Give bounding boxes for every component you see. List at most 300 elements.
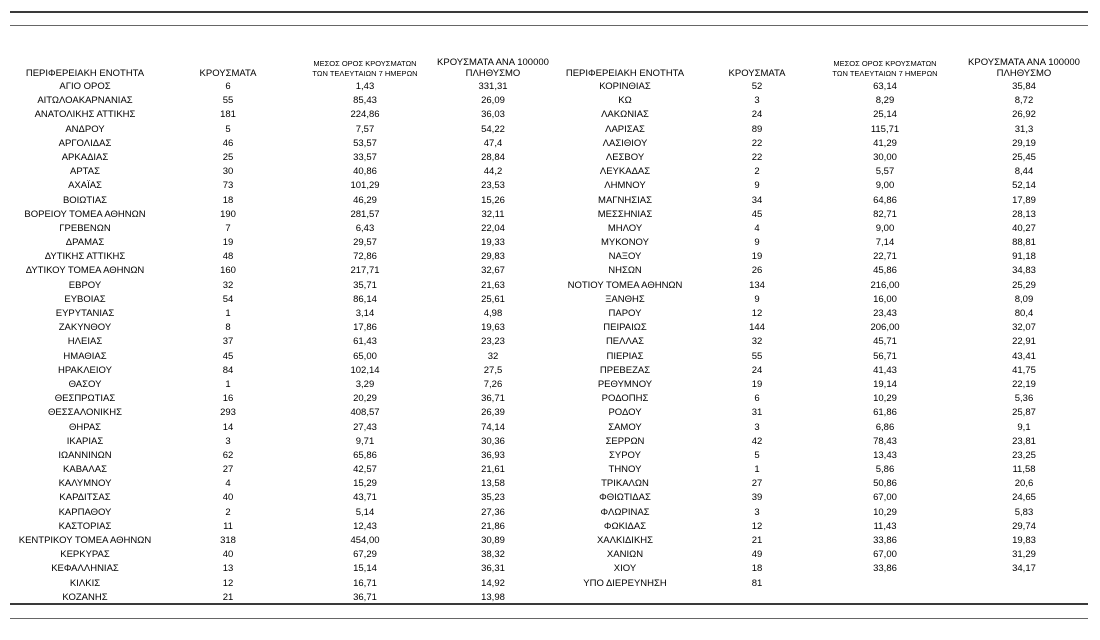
seven-day-average: 29,57 (353, 237, 377, 249)
table-body (10, 80, 555, 605)
table-row (565, 194, 1088, 208)
header-avg-line1: ΜΕΣΟΣ ΟΡΟΣ ΚΡΟΥΣΜΑΤΩΝ (833, 59, 937, 68)
cases-per-100k: 32 (487, 350, 499, 362)
cases-count: 32 (751, 336, 763, 348)
cases-count: 45 (751, 208, 763, 220)
seven-day-average: 45,71 (873, 336, 897, 348)
cases-count: 9 (754, 237, 760, 249)
seven-day-average: 56,71 (873, 350, 897, 362)
table-row (565, 94, 1088, 108)
cases-count: 12 (222, 577, 234, 589)
table-row (565, 137, 1088, 151)
table-row (565, 534, 1088, 548)
cases-count: 7 (225, 222, 231, 234)
seven-day-average: 7,14 (875, 237, 895, 249)
cases-count: 1 (754, 464, 760, 476)
header-per-line1: ΚΡΟΥΣΜΑΤΑ ΑΝΑ 100000 (437, 57, 549, 68)
table-row (565, 548, 1088, 562)
region-name: ΛΕΥΚΑΔΑΣ (599, 166, 651, 178)
region-name: ΚΑΛΥΜΝΟΥ (58, 478, 112, 490)
cases-per-100k: 19,83 (1012, 535, 1036, 546)
table-header (10, 50, 555, 80)
table-row (565, 520, 1088, 534)
cases-count: 46 (222, 137, 234, 149)
cases-count: 1 (225, 378, 231, 390)
cases-count: 37 (222, 336, 234, 348)
region-name: ΜΕΣΣΗΝΙΑΣ (597, 208, 653, 220)
table-row (565, 165, 1088, 179)
cases-per-100k: 22,04 (481, 222, 505, 234)
cases-count: 45 (222, 350, 234, 362)
cases-per-100k: 13,98 (481, 591, 505, 603)
cases-per-100k: 36,93 (481, 449, 505, 461)
cases-count: 22 (751, 137, 763, 149)
cases-count: 12 (751, 520, 763, 532)
seven-day-average: 61,86 (873, 407, 897, 419)
header-per-line2: ΠΛΗΘΥΣΜΟ (465, 68, 521, 79)
cases-count: 11 (223, 520, 233, 532)
cases-per-100k: 38,32 (481, 549, 505, 561)
cases-count: 81 (751, 577, 763, 589)
seven-day-average: 40,86 (353, 166, 377, 178)
seven-day-average: 8,29 (875, 95, 895, 107)
table-row (565, 151, 1088, 165)
cases-count: 134 (749, 279, 765, 291)
region-name: ΚΑΡΔΙΤΣΑΣ (59, 492, 111, 504)
seven-day-average: 72,86 (353, 251, 377, 263)
region-name: ΣΕΡΡΩΝ (605, 435, 645, 447)
header-per-line2: ΠΛΗΘΥΣΜΟ (996, 68, 1052, 79)
table-row (10, 321, 555, 335)
seven-day-average: 23,43 (873, 308, 897, 319)
seven-day-average: 224,86 (350, 109, 380, 121)
header-7day-average (300, 59, 430, 79)
cases-count: 5 (225, 123, 231, 135)
region-name: ΣΑΜΟΥ (608, 421, 642, 433)
region-name: ΖΑΚΥΝΘΟΥ (58, 322, 112, 334)
table-row (10, 151, 555, 165)
table-row (10, 94, 555, 108)
cases-per-100k: 30,36 (481, 435, 505, 447)
cases-per-100k: 44,2 (483, 166, 503, 178)
cases-count: 2 (225, 506, 231, 518)
cases-count: 5 (754, 449, 760, 461)
seven-day-average: 53,57 (353, 137, 377, 149)
table-row (10, 378, 555, 392)
region-name: ΚΑΣΤΟΡΙΑΣ (58, 520, 112, 532)
seven-day-average: 5,86 (875, 464, 895, 476)
cases-count: 181 (220, 109, 236, 121)
region-name: ΚΟΖΑΝΗΣ (62, 591, 108, 603)
table-row (565, 577, 1088, 591)
table-header (565, 50, 1088, 80)
seven-day-average: 5,14 (355, 506, 375, 518)
table-row (10, 264, 555, 278)
table-row (10, 108, 555, 122)
region-name: ΕΒΡΟΥ (68, 279, 102, 291)
seven-day-average: 82,71 (873, 208, 897, 220)
cases-table-left (10, 50, 555, 605)
region-name: ΚΙΛΚΙΣ (69, 577, 101, 589)
region-name: ΒΟΡΕΙΟΥ ΤΟΜΕΑ ΑΘΗΝΩΝ (24, 208, 146, 220)
region-name: ΑΧΑΪΑΣ (68, 180, 102, 192)
top-rule (10, 11, 1088, 13)
cases-per-100k: 8,09 (1014, 293, 1034, 305)
seven-day-average: 15,14 (353, 563, 377, 575)
table-row (10, 307, 555, 321)
cases-per-100k: 32,67 (481, 265, 505, 277)
table-row (10, 80, 555, 94)
cases-per-100k: 27,36 (481, 506, 505, 518)
region-name: ΒΟΙΩΤΙΑΣ (62, 194, 108, 206)
table-row (565, 435, 1088, 449)
seven-day-average: 12,43 (353, 520, 377, 532)
region-name: ΑΝΑΤΟΛΙΚΗΣ ΑΤΤΙΚΗΣ (34, 109, 136, 121)
cases-per-100k: 29,83 (481, 251, 505, 263)
cases-count: 293 (220, 407, 236, 419)
cases-per-100k: 43,41 (1012, 350, 1036, 362)
cases-count: 144 (749, 322, 765, 334)
cases-count: 14 (222, 421, 234, 433)
region-name: ΧΙΟΥ (613, 563, 637, 575)
region-name: ΡΟΔΟΥ (608, 407, 642, 419)
table-row (10, 520, 555, 534)
region-name: ΝΟΤΙΟΥ ΤΟΜΕΑ ΑΘΗΝΩΝ (567, 279, 683, 291)
header-avg-line2: ΤΩΝ ΤΕΛΕΥΤΑΙΩΝ 7 ΗΜΕΡΩΝ (312, 69, 418, 78)
region-name: ΛΗΜΝΟΥ (604, 180, 646, 192)
header-per-line1: ΚΡΟΥΣΜΑΤΑ ΑΝΑ 100000 (968, 57, 1080, 68)
cases-count: 62 (222, 449, 234, 461)
bottom-rule (10, 603, 1088, 605)
seven-day-average: 454,00 (350, 535, 380, 546)
region-name: ΑΓΙΟ ΟΡΟΣ (59, 81, 111, 92)
cases-per-100k: 30,89 (481, 535, 505, 546)
seven-day-average: 7,57 (355, 123, 375, 135)
cases-per-100k: 8,44 (1014, 166, 1034, 178)
region-name: ΕΥΡΥΤΑΝΙΑΣ (55, 308, 115, 319)
cases-count: 34 (751, 194, 763, 206)
cases-count: 24 (751, 109, 763, 121)
seven-day-average: 67,00 (873, 549, 897, 561)
region-name: ΤΗΝΟΥ (608, 464, 642, 476)
cases-count: 190 (220, 208, 236, 220)
cases-count: 3 (754, 506, 760, 518)
region-name: ΘΕΣΣΑΛΟΝΙΚΗΣ (48, 407, 122, 419)
cases-per-100k: 23,53 (481, 180, 505, 192)
cases-per-100k: 7,26 (483, 378, 503, 390)
table-row (10, 123, 555, 137)
table-row (565, 236, 1088, 250)
seven-day-average: 408,57 (350, 407, 380, 419)
seven-day-average: 15,29 (353, 478, 377, 490)
cases-per-100k: 52,14 (1012, 180, 1036, 192)
seven-day-average: 25,14 (873, 109, 897, 121)
cases-count: 89 (751, 123, 763, 135)
table-row (565, 279, 1088, 293)
seven-day-average: 30,00 (873, 151, 897, 163)
seven-day-average: 17,86 (353, 322, 377, 334)
cases-count: 39 (751, 492, 763, 504)
table-row (10, 463, 555, 477)
region-name: ΑΡΤΑΣ (70, 166, 100, 178)
cases-count: 9 (754, 293, 760, 305)
cases-count: 40 (222, 549, 234, 561)
table-row (565, 378, 1088, 392)
cases-count: 31 (751, 407, 763, 419)
region-name: ΜΗΛΟΥ (607, 222, 643, 234)
seven-day-average: 6,86 (875, 421, 895, 433)
cases-count: 13 (222, 563, 234, 575)
region-name: ΡΟΔΟΠΗΣ (601, 393, 649, 405)
cases-count: 49 (751, 549, 763, 561)
region-name: ΘΕΣΠΡΩΤΙΑΣ (54, 393, 116, 405)
cases-count: 30 (222, 166, 234, 178)
seven-day-average: 22,71 (873, 251, 897, 263)
seven-day-average: 217,71 (350, 265, 380, 277)
header-region: ΠΕΡΙΦΕΡΕΙΑΚΗ ΕΝΟΤΗΤΑ (565, 68, 685, 79)
cases-per-100k: 35,23 (481, 492, 505, 504)
region-name: ΑΙΤΩΛΟΑΚΑΡΝΑΝΙΑΣ (37, 95, 133, 107)
seven-day-average: 206,00 (870, 322, 900, 334)
seven-day-average: 216,00 (870, 279, 900, 291)
cases-per-100k: 28,13 (1012, 208, 1036, 220)
table-row (10, 194, 555, 208)
cases-per-100k: 24,65 (1012, 492, 1036, 504)
region-name: ΗΡΑΚΛΕΙΟΥ (58, 364, 112, 376)
seven-day-average: 102,14 (350, 364, 380, 376)
bottom-rule-thin (10, 618, 1088, 619)
header-7day-average (820, 59, 950, 79)
table-row (10, 335, 555, 349)
seven-day-average: 85,43 (353, 95, 377, 107)
region-name: ΧΑΝΙΩΝ (606, 549, 644, 561)
cases-per-100k: 22,19 (1012, 378, 1036, 390)
seven-day-average: 41,43 (873, 364, 897, 376)
region-name: ΚΕΡΚΥΡΑΣ (60, 549, 110, 561)
seven-day-average: 67,00 (873, 492, 897, 504)
table-row (10, 293, 555, 307)
cases-per-100k: 91,18 (1012, 251, 1036, 263)
header-avg-line1: ΜΕΣΟΣ ΟΡΟΣ ΚΡΟΥΣΜΑΤΩΝ (313, 59, 417, 68)
cases-per-100k: 23,81 (1012, 435, 1036, 447)
region-name: ΜΑΓΝΗΣΙΑΣ (598, 194, 652, 206)
table-row (565, 392, 1088, 406)
region-name: ΠΑΡΟΥ (608, 308, 642, 319)
cases-count: 32 (222, 279, 234, 291)
region-name: ΜΥΚΟΝΟΥ (601, 237, 649, 249)
table-row (10, 236, 555, 250)
table-row (565, 123, 1088, 137)
seven-day-average: 27,43 (353, 421, 377, 433)
cases-per-100k: 80,4 (1014, 308, 1034, 319)
table-row (565, 562, 1088, 576)
region-name: ΝΗΣΩΝ (608, 265, 642, 277)
table-row (565, 491, 1088, 505)
seven-day-average: 115,71 (870, 123, 900, 135)
cases-per-100k: 15,26 (481, 194, 505, 206)
cases-per-100k: 47,4 (483, 137, 503, 149)
seven-day-average: 50,86 (873, 478, 897, 490)
region-name: ΠΙΕΡΙΑΣ (606, 350, 644, 362)
seven-day-average: 9,71 (355, 435, 375, 447)
seven-day-average: 6,43 (355, 222, 375, 234)
table-row (565, 80, 1088, 94)
seven-day-average: 9,00 (875, 180, 895, 192)
seven-day-average: 65,00 (353, 350, 377, 362)
seven-day-average: 33,57 (353, 151, 377, 163)
cases-count: 4 (754, 222, 760, 234)
cases-per-100k: 5,36 (1014, 393, 1034, 405)
region-name: ΠΕΛΛΑΣ (605, 336, 645, 348)
table-row (10, 421, 555, 435)
cases-per-100k: 31,29 (1012, 549, 1036, 561)
region-name: ΕΥΒΟΙΑΣ (64, 293, 106, 305)
region-name: ΙΚΑΡΙΑΣ (66, 435, 104, 447)
cases-per-100k: 27,5 (483, 364, 503, 376)
table-row (565, 477, 1088, 491)
region-name: ΝΑΞΟΥ (608, 251, 642, 263)
cases-per-100k: 17,89 (1012, 194, 1036, 206)
cases-per-100k: 25,61 (481, 293, 505, 305)
table-row (565, 421, 1088, 435)
cases-per-100k: 5,83 (1014, 506, 1034, 518)
cases-per-100k: 26,92 (1012, 109, 1036, 121)
region-name: ΡΕΘΥΜΝΟΥ (597, 378, 653, 390)
seven-day-average: 1,43 (355, 81, 375, 92)
region-name: ΦΛΩΡΙΝΑΣ (600, 506, 650, 518)
cases-count: 55 (222, 95, 234, 107)
cases-per-100k: 74,14 (481, 421, 505, 433)
cases-per-100k: 40,27 (1012, 222, 1036, 234)
region-name: ΚΑΡΠΑΘΟΥ (58, 506, 112, 518)
region-name: ΦΘΙΩΤΙΔΑΣ (599, 492, 651, 504)
table-row (10, 208, 555, 222)
table-row (10, 392, 555, 406)
cases-per-100k: 331,31 (478, 81, 508, 92)
cases-count: 3 (225, 435, 231, 447)
table-row (565, 335, 1088, 349)
cases-per-100k: 8,72 (1014, 95, 1034, 107)
cases-per-100k: 36,31 (481, 563, 505, 575)
cases-count: 1 (225, 308, 231, 319)
cases-per-100k: 21,86 (481, 520, 505, 532)
region-name: ΛΑΚΩΝΙΑΣ (601, 109, 649, 121)
seven-day-average: 65,86 (353, 449, 377, 461)
cases-per-100k: 14,92 (481, 577, 505, 589)
seven-day-average: 41,29 (873, 137, 897, 149)
table-row (10, 222, 555, 236)
cases-per-100k: 25,87 (1012, 407, 1036, 419)
table-row (10, 449, 555, 463)
cases-count: 6 (225, 81, 231, 92)
region-name: ΑΡΓΟΛΙΔΑΣ (58, 137, 112, 149)
cases-per-100k: 26,39 (481, 407, 505, 419)
table-row (565, 506, 1088, 520)
table-row (10, 250, 555, 264)
cases-count: 19 (222, 237, 234, 249)
table-row (565, 321, 1088, 335)
cases-count: 55 (751, 350, 763, 362)
cases-count: 160 (220, 265, 236, 277)
cases-per-100k: 29,19 (1012, 137, 1036, 149)
header-cases: ΚΡΟΥΣΜΑΤΑ (728, 68, 786, 79)
cases-per-100k: 88,81 (1012, 237, 1036, 249)
region-name: ΛΑΣΙΘΙΟΥ (602, 137, 648, 149)
cases-count: 27 (751, 478, 763, 490)
seven-day-average: 78,43 (873, 435, 897, 447)
seven-day-average: 281,57 (350, 208, 380, 220)
seven-day-average: 20,29 (353, 393, 377, 405)
cases-per-100k: 19,63 (481, 322, 505, 334)
region-name: ΠΕΙΡΑΙΩΣ (603, 322, 647, 334)
seven-day-average: 13,43 (873, 449, 897, 461)
seven-day-average: 9,00 (875, 222, 895, 234)
table-row (10, 534, 555, 548)
cases-count: 3 (754, 421, 760, 433)
seven-day-average: 67,29 (353, 549, 377, 561)
table-row (565, 108, 1088, 122)
seven-day-average: 3,14 (355, 308, 375, 319)
cases-per-100k: 21,61 (481, 464, 505, 476)
table-row (565, 364, 1088, 378)
table-row (10, 165, 555, 179)
table-row (565, 264, 1088, 278)
cases-count: 19 (751, 378, 763, 390)
cases-per-100k: 35,84 (1012, 81, 1036, 92)
region-name: ΑΝΔΡΟΥ (65, 123, 105, 135)
cases-count: 6 (754, 393, 760, 405)
cases-per-100k: 20,6 (1014, 478, 1034, 490)
cases-count: 52 (751, 81, 763, 92)
seven-day-average: 10,29 (873, 506, 897, 518)
region-name: ΛΕΣΒΟΥ (605, 151, 645, 163)
cases-count: 318 (220, 535, 236, 546)
header-per-100k (428, 57, 558, 79)
cases-count: 22 (751, 151, 763, 163)
header-per-100k (959, 57, 1089, 79)
cases-per-100k: 34,17 (1012, 563, 1036, 575)
cases-count: 12 (751, 308, 763, 319)
cases-per-100k: 26,09 (481, 95, 505, 107)
seven-day-average: 45,86 (873, 265, 897, 277)
table-row (565, 350, 1088, 364)
cases-per-100k: 25,45 (1012, 151, 1036, 163)
cases-per-100k: 19,33 (481, 237, 505, 249)
table-row (10, 279, 555, 293)
seven-day-average: 61,43 (353, 336, 377, 348)
cases-count: 26 (751, 265, 763, 277)
cases-per-100k: 36,71 (481, 393, 505, 405)
region-name: ΗΜΑΘΙΑΣ (63, 350, 107, 362)
seven-day-average: 19,14 (873, 378, 897, 390)
table-row (10, 406, 555, 420)
region-name: ΘΗΡΑΣ (68, 421, 102, 433)
seven-day-average: 42,57 (353, 464, 377, 476)
region-name: ΔΥΤΙΚΗΣ ΑΤΤΙΚΗΣ (44, 251, 126, 263)
cases-per-100k: 23,23 (481, 336, 505, 348)
cases-count: 84 (222, 364, 234, 376)
cases-per-100k: 31,3 (1014, 123, 1034, 135)
region-name: ΧΑΛΚΙΔΙΚΗΣ (596, 535, 654, 546)
seven-day-average: 10,29 (873, 393, 897, 405)
cases-count: 42 (751, 435, 763, 447)
cases-count: 21 (751, 535, 763, 546)
cases-count: 3 (754, 95, 760, 107)
table-row (10, 435, 555, 449)
seven-day-average: 46,29 (353, 194, 377, 206)
seven-day-average: 16,00 (873, 293, 897, 305)
region-name: ΑΡΚΑΔΙΑΣ (61, 151, 109, 163)
